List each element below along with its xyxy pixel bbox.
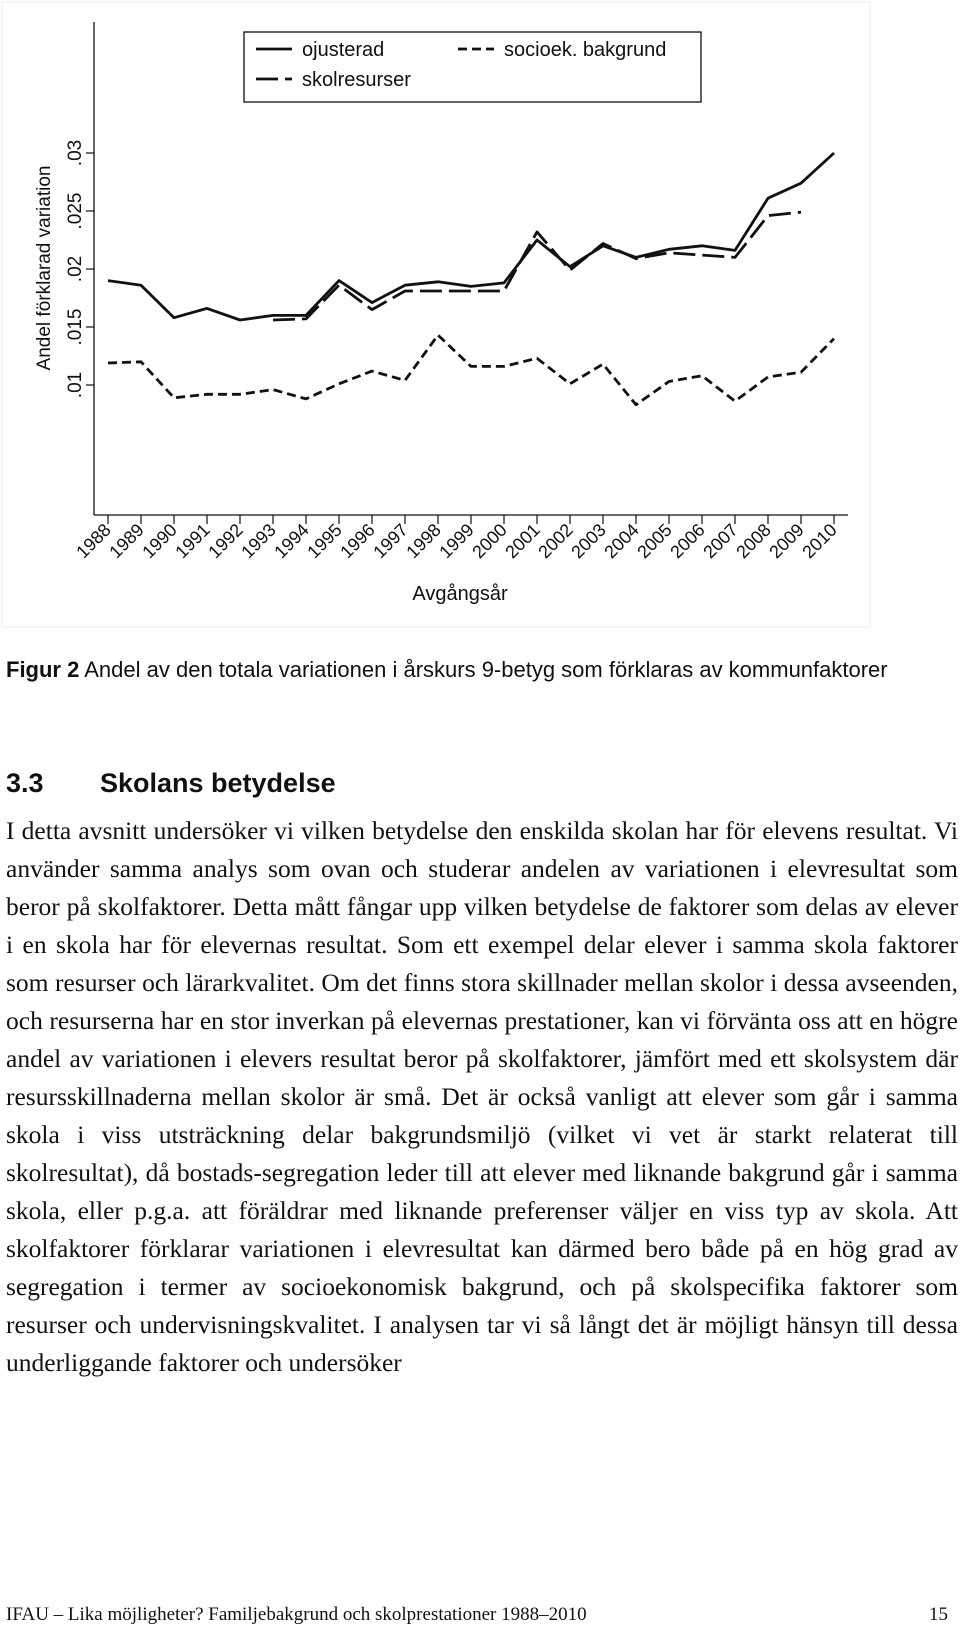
x-tick-label: 2005 <box>633 519 676 563</box>
y-tick-label: .02 <box>65 255 86 283</box>
figure-caption <box>6 655 946 685</box>
x-tick-label: 2009 <box>765 519 808 563</box>
x-tick-label: 2002 <box>534 519 577 563</box>
y-tick-label: .01 <box>65 371 86 399</box>
section-title: Skolans betydelse <box>100 768 336 798</box>
legend-label: skolresurser <box>302 69 411 91</box>
x-tick-label: 2008 <box>732 519 775 563</box>
x-tick-label: 1988 <box>72 519 115 563</box>
page-footer <box>6 1604 948 1626</box>
x-tick-label: 1990 <box>138 519 181 563</box>
legend-label: ojusterad <box>302 39 385 61</box>
section-number: 3.3 <box>6 768 44 798</box>
x-axis-title: Avgångsår <box>412 583 508 605</box>
x-tick-label: 1994 <box>270 519 313 563</box>
x-tick-label: 1995 <box>303 519 346 563</box>
body-text <box>6 812 958 1382</box>
figure-chart <box>0 0 960 635</box>
x-tick-label: 2001 <box>501 519 544 563</box>
x-tick-label: 2006 <box>666 519 709 563</box>
body-paragraph: I detta avsnitt undersöker vi vilken betydelse den enskilda skolan har för elevens resultat. Vi använder samma analys som ovan och studerar andelen av variationen i elevresultat som beror på skolfaktorer. Detta mått fångar upp vilken betydelse de faktorer som delas av elever i en skola har för elevernas resultat. Som ett exempel delar elever i samma skola faktorer som resurser och lärarkvalitet. Om det finns stora skillnader mellan skolor i dessa avseenden, och resurserna har en stor inverkan på elevernas prestationer, kan vi förvänta oss att en högre andel av variationen i elevers resultat beror på skolfaktorer, jämfört med ett skolsystem där resursskillnaderna mellan skolor är små. Det är också vanligt att elever som går i samma skola i viss utsträckning delar bakgrundsmiljö (vilket vi vet är starkt relaterat till skolresultat), då bostads-segregation leder till att elever med liknande bakgrund går i samma skola, eller p.g.a. att föräldrar med liknande preferenser väljer en viss typ av skola. Att skolfaktorer förklarar variationen i elevresultat kan därmed bero både på en hög grad av segregation i termer av socioekonomisk bakgrund, och på skolspecifika faktorer som resurser och undervisningskvalitet. I analysen tar vi så långt det är möjligt hänsyn till dessa underliggande faktorer och undersöker <box>6 816 958 1377</box>
y-tick-label: .015 <box>65 308 86 346</box>
section-heading <box>6 768 946 799</box>
x-tick-label: 2010 <box>798 519 841 563</box>
y-tick-label: .025 <box>65 192 86 230</box>
legend-label: socioek. bakgrund <box>504 39 667 61</box>
x-tick-label: 2000 <box>468 519 511 563</box>
x-tick-label: 1991 <box>171 519 214 563</box>
x-tick-label: 1993 <box>237 519 280 563</box>
x-tick-label: 1999 <box>435 519 478 563</box>
figure-caption-text: Andel av den totala variationen i årskurs 9-betyg som förklaras av kommunfaktorer <box>79 657 888 682</box>
y-axis-title: Andel förklarad variation <box>34 165 55 371</box>
x-tick-label: 1992 <box>204 519 247 563</box>
x-tick-label: 1997 <box>369 519 412 563</box>
x-tick-label: 2004 <box>600 519 643 563</box>
figure-label: Figur 2 <box>6 657 80 682</box>
page-number: 15 <box>929 1604 948 1625</box>
line-chart <box>0 0 960 635</box>
x-tick-label: 1998 <box>402 519 445 563</box>
y-tick-label: .03 <box>65 139 86 167</box>
x-tick-label: 1989 <box>105 519 148 563</box>
x-tick-label: 2003 <box>567 519 610 563</box>
x-tick-label: 2007 <box>699 519 742 563</box>
footer-title: IFAU – Lika möjligheter? Familjebakgrund och skolprestationer 1988–2010 <box>6 1604 587 1625</box>
x-tick-label: 1996 <box>336 519 379 563</box>
